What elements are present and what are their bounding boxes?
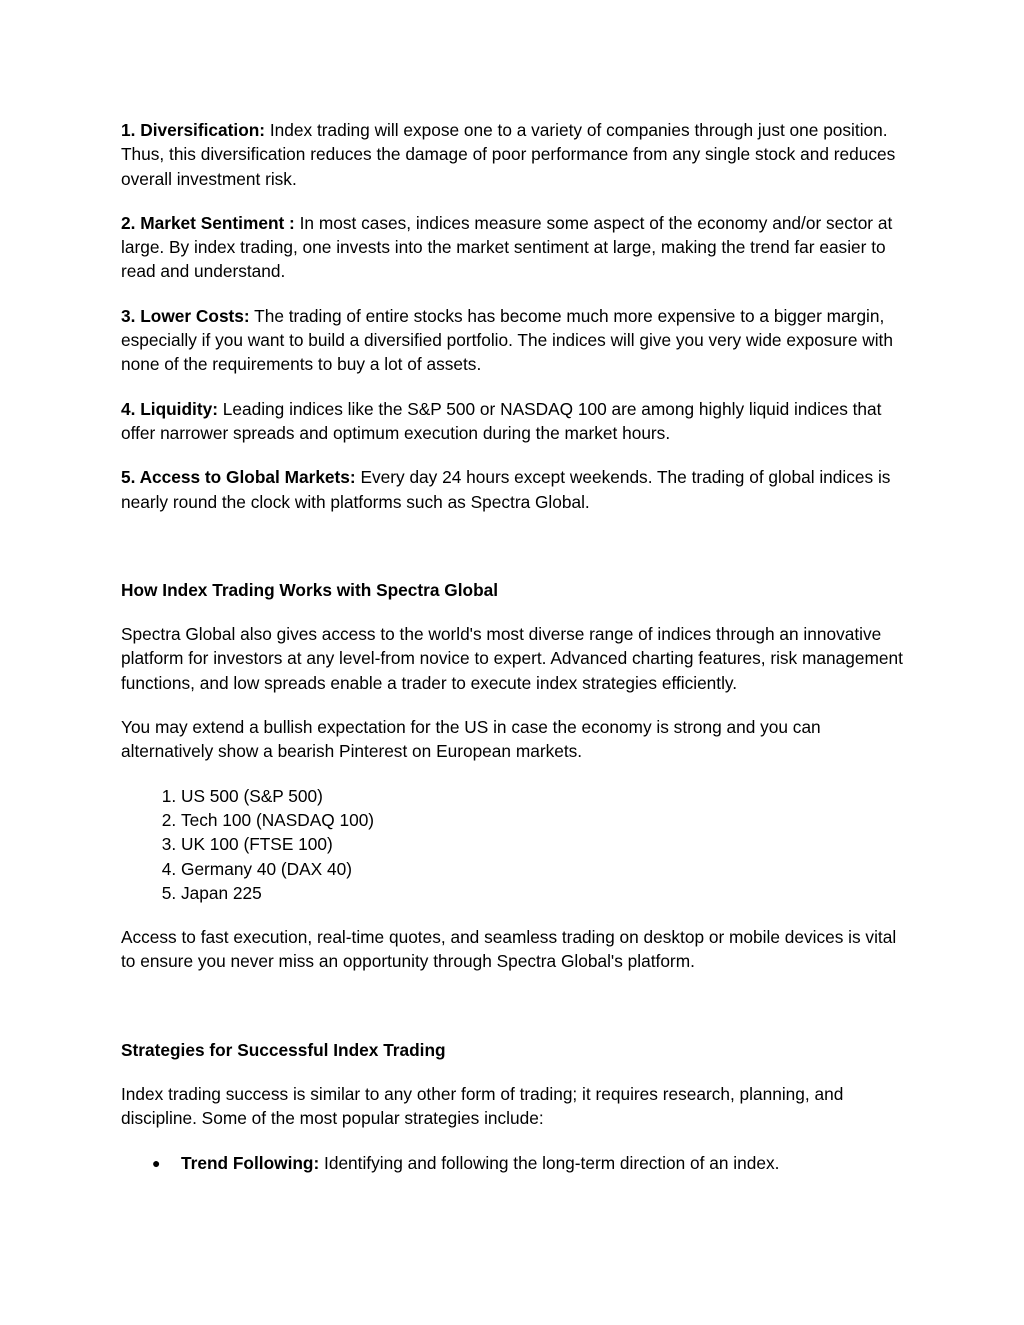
- benefit-text: The trading of entire stocks has become much more expensive to a bigger margin, especially if you want to build a diversified portfolio. The indices will give you very wide exposure with none of the requirements to buy a lot of assets.: [121, 305, 893, 375]
- benefit-text: In most cases, indices measure some aspect of the economy and/or sector at large. By index trading, one invests into the market sentiment at large, making the trend far easier to read and understand.: [121, 212, 893, 282]
- strategies-list: [121, 1151, 911, 1175]
- benefit-label: 4. Liquidity:: [121, 398, 218, 419]
- list-item: 3. UK 100 (FTSE 100): [181, 832, 911, 856]
- how-paragraph-1: Spectra Global also gives access to the world's most diverse range of indices through an innovative platform for investors at any level-from novice to expert. Advanced charting features, risk management functions, and low spreads enable a trader to execute index strategies efficiently.: [121, 624, 903, 693]
- benefit-text: Index trading will expose one to a variety of companies through just one position. Thus, this diversification reduces the damage of poor performance from any single stock and reduces overall investment risk.: [121, 120, 896, 189]
- benefit-label: 5. Access to Global Markets:: [121, 467, 356, 488]
- indices-list: [121, 784, 911, 905]
- list-item: 1. US 500 (S&P 500): [181, 784, 911, 808]
- list-item: 5. Japan 225: [181, 881, 911, 905]
- benefit-label: 3. Lower Costs:: [121, 305, 250, 326]
- section-heading-strategies: Strategies for Successful Index Trading: [121, 1039, 446, 1060]
- section-heading-how: How Index Trading Works with Spectra Global: [121, 579, 499, 600]
- list-item: 2. Tech 100 (NASDAQ 100): [181, 808, 911, 832]
- benefit-liquidity: [121, 397, 911, 446]
- benefit-market-sentiment: [121, 211, 911, 284]
- benefit-label: 2. Market Sentiment :: [121, 212, 295, 233]
- benefit-lower-costs: [121, 304, 911, 377]
- benefit-global-markets: [121, 465, 911, 514]
- document-page: [121, 118, 911, 1175]
- benefit-label: 1. Diversification:: [121, 120, 266, 140]
- strategy-text: Identifying and following the long-term direction of an index.: [319, 1152, 780, 1173]
- list-item: 4. Germany 40 (DAX 40): [181, 857, 911, 881]
- benefit-text: Leading indices like the S&P 500 or NASDAQ 100 are among highly liquid indices that offer narrower spreads and optimum execution during the market hours.: [121, 398, 882, 443]
- benefit-diversification: [121, 118, 911, 191]
- how-paragraph-2: You may extend a bullish expectation for the US in case the economy is strong and you can alternatively show a bearish Pinterest on European markets.: [121, 717, 821, 762]
- benefit-text: Every day 24 hours except weekends. The trading of global indices is nearly round the clock with platforms such as Spectra Global.: [121, 467, 891, 512]
- strategies-intro: Index trading success is similar to any other form of trading; it requires research, planning, and discipline. Some of the most popular strategies include:: [121, 1084, 844, 1129]
- how-paragraph-3: Access to fast execution, real-time quotes, and seamless trading on desktop or mobile devices is vital to ensure you never miss an opportunity through Spectra Global's platform.: [121, 927, 897, 972]
- strategy-label: Trend Following:: [181, 1152, 320, 1173]
- list-item: [181, 1151, 911, 1175]
